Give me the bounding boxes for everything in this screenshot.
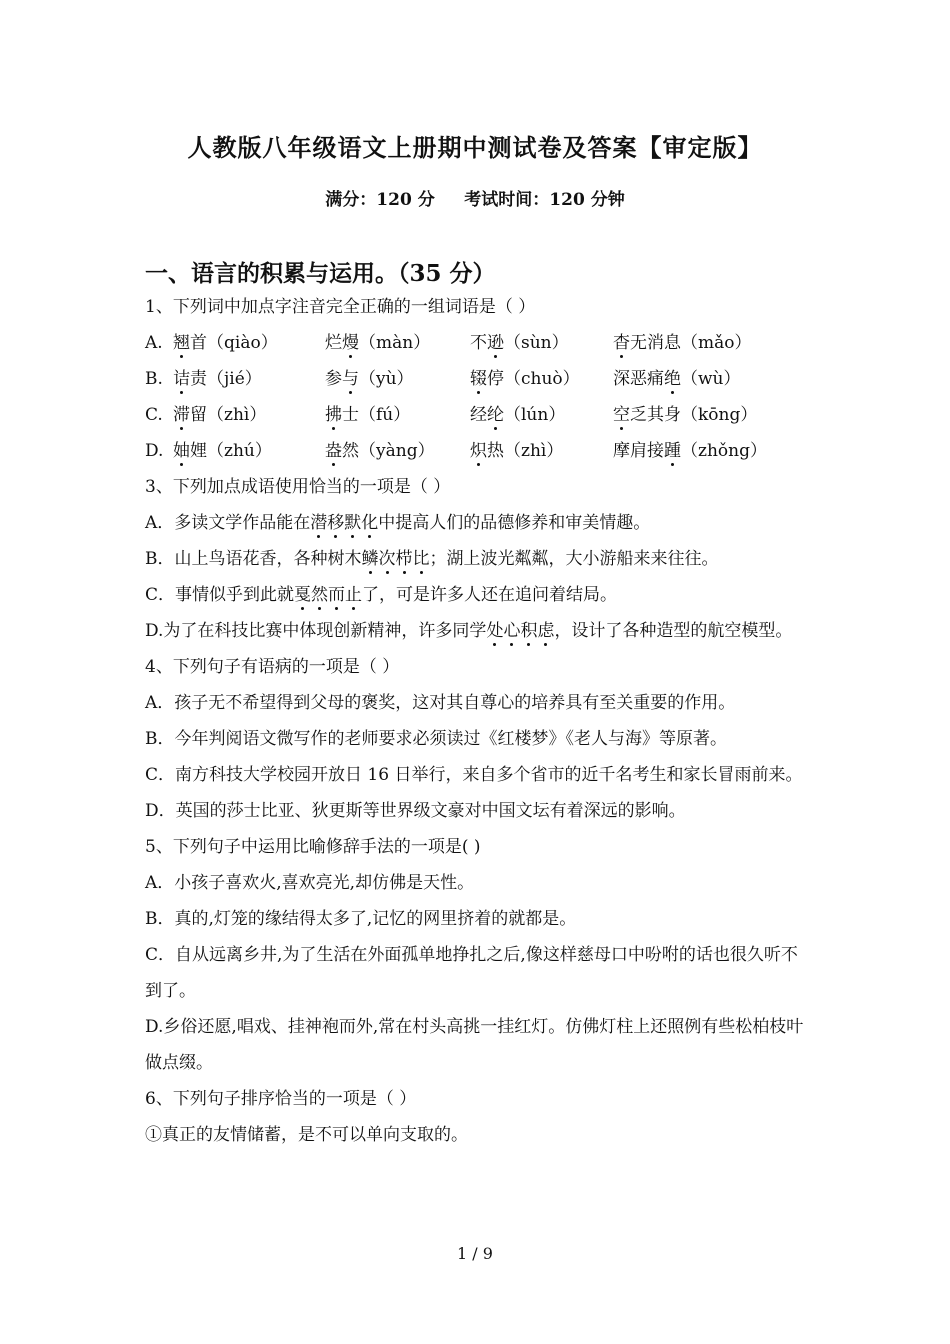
option-letter: C. bbox=[145, 405, 163, 425]
question-5-option-b: B．真的,灯笼的缘结得太多了,记忆的网里挤着的就都是。 bbox=[145, 909, 577, 929]
text-run: 无消息（mǎo） bbox=[630, 333, 752, 353]
option-term bbox=[173, 325, 325, 361]
question-3-option-c bbox=[145, 577, 810, 613]
option-term bbox=[470, 397, 613, 433]
question-1-option-row bbox=[145, 325, 810, 361]
text-run: （zhǒng） bbox=[681, 441, 767, 461]
dotted-character: 逊 bbox=[487, 325, 504, 361]
dotted-character: 栉 bbox=[396, 541, 413, 577]
text-run: A．多读文学作品能在 bbox=[145, 513, 311, 533]
question-3-stem: 3、下列加点成语使用恰当的一项是（ ） bbox=[145, 477, 451, 497]
text-run: 烂 bbox=[325, 333, 342, 353]
text-run: （sùn） bbox=[504, 333, 569, 353]
dotted-character: 比 bbox=[413, 541, 430, 577]
text-run: 然（yàng） bbox=[342, 441, 435, 461]
option-term bbox=[470, 325, 613, 361]
dotted-character: 移 bbox=[327, 505, 344, 541]
dotted-character: 翘 bbox=[173, 325, 190, 361]
question-5-option-c: C．自从远离乡井,为了生活在外面孤单地挣扎之后,像这样慈母口中吩咐的话也很久听不到了。 bbox=[145, 945, 798, 1001]
question-1-options bbox=[145, 325, 810, 469]
dotted-character: 默 bbox=[344, 505, 361, 541]
dotted-character: 妯 bbox=[173, 433, 190, 469]
dotted-character: 踵 bbox=[664, 433, 681, 469]
question-1-option-row bbox=[145, 433, 810, 469]
text-run: 留（zhì） bbox=[190, 405, 267, 425]
text-run: C．事情似乎到此就 bbox=[145, 585, 295, 605]
question-4-option-d: D．英国的莎士比亚、狄更斯等世界级文豪对中国文坛有着深远的影响。 bbox=[145, 801, 686, 821]
dotted-character: 纶 bbox=[487, 397, 504, 433]
question-1-stem: 1、下列词中加点字注音完全正确的一组词语是（ ） bbox=[145, 297, 536, 317]
dotted-character: 次 bbox=[379, 541, 396, 577]
text-run: 不 bbox=[470, 333, 487, 353]
text-run: 参 bbox=[325, 369, 342, 389]
option-term bbox=[325, 433, 470, 469]
option-letter: D. bbox=[145, 441, 164, 461]
questions bbox=[145, 289, 810, 1153]
text-run: 停（chuò） bbox=[487, 369, 580, 389]
dotted-character: 杳 bbox=[613, 325, 630, 361]
question-3-option-a bbox=[145, 505, 810, 541]
question-3-option-d bbox=[145, 613, 810, 649]
dotted-character: 化 bbox=[361, 505, 378, 541]
text-run: 深恶痛 bbox=[613, 369, 664, 389]
text-run: B．山上鸟语花香，各种树木 bbox=[145, 549, 362, 569]
text-run: 了，可是许多人还在追问着结局。 bbox=[362, 585, 618, 605]
option-term bbox=[613, 397, 757, 433]
option-term bbox=[325, 325, 470, 361]
section-heading: 一、语言的积累与运用。（35 分） bbox=[145, 260, 496, 287]
question-4-option-a: A．孩子无不希望得到父母的褒奖，这对其自尊心的培养具有至关重要的作用。 bbox=[145, 693, 736, 713]
option-term bbox=[173, 397, 325, 433]
text-run: ，设计了各种造型的航空模型。 bbox=[554, 621, 793, 641]
text-run: 责（jié） bbox=[190, 369, 262, 389]
option-term bbox=[325, 397, 470, 433]
dotted-character: 止 bbox=[345, 577, 362, 613]
option-term bbox=[173, 433, 325, 469]
option-term bbox=[325, 361, 470, 397]
option-term bbox=[470, 361, 613, 397]
dotted-character: 熳 bbox=[342, 325, 359, 361]
question-4-option-c: C．南方科技大学校园开放日 16 日举行，来自多个省市的近千名考生和家长冒雨前来。 bbox=[145, 765, 803, 785]
text-run: 乏其身（kōng） bbox=[630, 405, 758, 425]
dotted-character: 而 bbox=[328, 577, 345, 613]
option-term bbox=[613, 361, 741, 397]
option-term bbox=[173, 361, 325, 397]
dotted-character: 盎 bbox=[325, 433, 342, 469]
option-term bbox=[613, 325, 752, 361]
dotted-character: 炽 bbox=[470, 433, 487, 469]
dotted-character: 积 bbox=[520, 613, 537, 649]
text-run: 士（fú） bbox=[342, 405, 411, 425]
option-term bbox=[470, 433, 613, 469]
option-letter: A. bbox=[145, 333, 163, 353]
dotted-character: 然 bbox=[311, 577, 328, 613]
text-run: 热（zhì） bbox=[487, 441, 564, 461]
question-1-option-row bbox=[145, 361, 810, 397]
text-run: （wù） bbox=[681, 369, 741, 389]
text-run: （yù） bbox=[359, 369, 414, 389]
dotted-character: 与 bbox=[342, 361, 359, 397]
option-letter: B. bbox=[145, 369, 163, 389]
question-5-option-d: D.乡俗还愿,唱戏、挂神袍而外,常在村头高挑一挂红灯。仿佛灯柱上还照例有些松柏枝叶做点缀。 bbox=[145, 1017, 804, 1073]
dotted-character: 空 bbox=[613, 397, 630, 433]
dotted-character: 鳞 bbox=[362, 541, 379, 577]
dotted-character: 辍 bbox=[470, 361, 487, 397]
exam-info: 满分：120 分 考试时间：120 分钟 bbox=[325, 190, 625, 210]
question-3-option-b bbox=[145, 541, 810, 577]
text-run: （lún） bbox=[504, 405, 566, 425]
dotted-character: 戛 bbox=[294, 577, 311, 613]
question-6-sentence-1: ①真正的友情储蓄，是不可以单向支取的。 bbox=[145, 1125, 468, 1145]
dotted-character: 处 bbox=[486, 613, 503, 649]
text-run: D.为了在科技比赛中体现创新精神，许多同学 bbox=[145, 621, 487, 641]
option-term bbox=[613, 433, 767, 469]
dotted-character: 诘 bbox=[173, 361, 190, 397]
question-5-option-a: A．小孩子喜欢火,喜欢亮光,却仿佛是天性。 bbox=[145, 873, 475, 893]
text-run: 中提高人们的品德修养和审美情趣。 bbox=[378, 513, 651, 533]
text-run: ；湖上波光粼粼，大小游船来来往往。 bbox=[429, 549, 719, 569]
text-run: 经 bbox=[470, 405, 487, 425]
question-5-stem: 5、下列句子中运用比喻修辞手法的一项是( ) bbox=[145, 837, 481, 857]
text-run: 首（qiào） bbox=[190, 333, 278, 353]
dotted-character: 滞 bbox=[173, 397, 190, 433]
text-run: （màn） bbox=[359, 333, 431, 353]
question-1-option-row bbox=[145, 397, 810, 433]
question-6-stem: 6、下列句子排序恰当的一项是（ ） bbox=[145, 1089, 417, 1109]
dotted-character: 心 bbox=[503, 613, 520, 649]
page-title: 人教版八年级语文上册期中测试卷及答案【审定版】 bbox=[187, 133, 763, 162]
dotted-character: 潜 bbox=[310, 505, 327, 541]
dotted-character: 绝 bbox=[664, 361, 681, 397]
text-run: 娌（zhú） bbox=[190, 441, 272, 461]
page-number: 1 / 9 bbox=[457, 1244, 493, 1263]
question-4-option-b: B．今年判阅语文微写作的老师要求必须读过《红楼梦》《老人与海》等原著。 bbox=[145, 729, 727, 749]
text-run: 摩肩接 bbox=[613, 441, 664, 461]
question-4-stem: 4、下列句子有语病的一项是（ ） bbox=[145, 657, 400, 677]
dotted-character: 拂 bbox=[325, 397, 342, 433]
dotted-character: 虑 bbox=[537, 613, 554, 649]
